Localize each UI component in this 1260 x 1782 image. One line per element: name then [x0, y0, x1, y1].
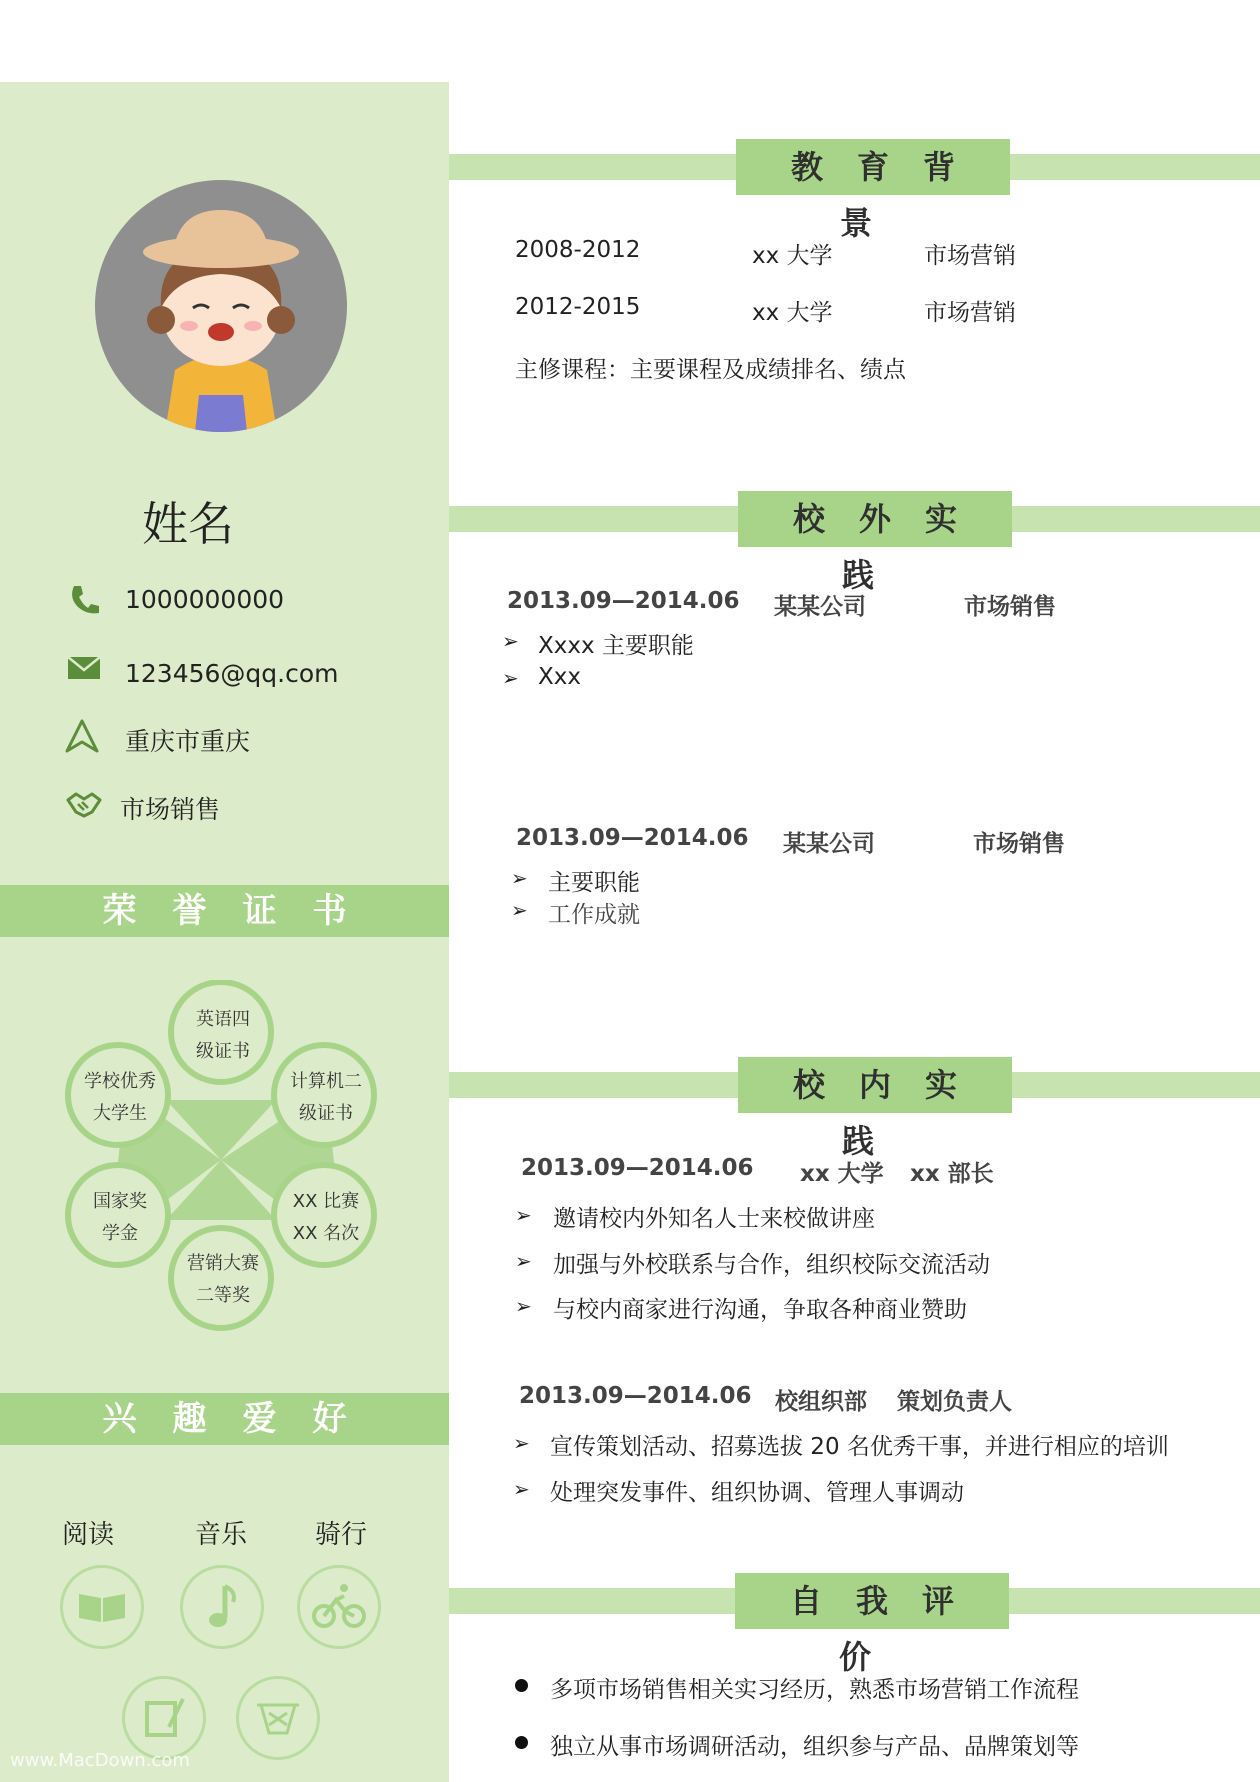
basketball-icon	[236, 1676, 320, 1760]
hobby-label: 阅读	[62, 1520, 115, 1550]
hobby-label: 骑行	[315, 1520, 368, 1550]
job-intention: 市场销售	[120, 795, 221, 824]
dot-bullet-icon	[515, 1736, 528, 1749]
exp-period: 2013.09—2014.06	[516, 825, 749, 851]
handshake-icon	[66, 786, 102, 822]
arrow-bullet-icon: ➢	[502, 629, 519, 653]
exp-role: 市场销售	[973, 831, 1065, 857]
honor-item: 国家奖 学金	[93, 1191, 147, 1244]
hobbies-header	[0, 1393, 449, 1445]
exp-period: 2013.09—2014.06	[519, 1383, 752, 1409]
external-title: 校外实践	[738, 491, 1012, 547]
watermark: www.MacDown.com	[10, 1750, 190, 1771]
edu-major: 市场营销	[924, 243, 1016, 269]
arrow-bullet-icon: ➢	[515, 1249, 532, 1273]
edu-school: xx 大学	[752, 243, 833, 269]
exp-role: 策划负责人	[897, 1389, 1012, 1415]
exp-org: 某某公司	[774, 594, 866, 620]
edu-courses: 主修课程：主要课程及成绩排名、绩点	[515, 357, 906, 383]
honor-item: 营销大赛 二等奖	[187, 1253, 259, 1306]
honor-item: 英语四 级证书	[196, 1009, 250, 1062]
cycling-icon	[297, 1565, 381, 1649]
exp-role: xx 部长	[910, 1161, 994, 1187]
exp-item: 与校内商家进行沟通，争取各种商业赞助	[553, 1297, 967, 1323]
honors-header	[0, 885, 449, 937]
hobby-label: 音乐	[195, 1520, 248, 1550]
self-eval-title: 自我评价	[735, 1573, 1009, 1629]
arrow-bullet-icon: ➢	[513, 1431, 530, 1455]
exp-org: xx 大学	[800, 1161, 884, 1187]
exp-item: Xxxx 主要职能	[538, 633, 694, 659]
honor-item: 计算机二 级证书	[290, 1071, 362, 1124]
exp-org: 某某公司	[783, 831, 875, 857]
avatar	[95, 180, 347, 432]
edu-years: 2012-2015	[515, 294, 641, 320]
exp-item: 邀请校内外知名人士来校做讲座	[553, 1206, 875, 1232]
location-text: 重庆市重庆	[125, 727, 251, 756]
exp-item: 宣传策划活动、招募选拔 20 名优秀干事，并进行相应的培训	[550, 1434, 1169, 1460]
exp-item: 工作成就	[548, 902, 640, 928]
edu-major: 市场营销	[924, 300, 1016, 326]
honors-title: 荣誉证书	[102, 891, 383, 931]
exp-role: 市场销售	[964, 594, 1056, 620]
honor-item: 学校优秀 大学生	[84, 1071, 156, 1124]
reading-icon	[60, 1565, 144, 1649]
arrow-bullet-icon: ➢	[515, 1294, 532, 1318]
girl-cartoon-icon	[95, 180, 347, 432]
location-icon	[64, 718, 100, 754]
dot-bullet-icon	[515, 1679, 528, 1692]
exp-period: 2013.09—2014.06	[521, 1155, 754, 1181]
exp-item: 主要职能	[548, 870, 640, 896]
exp-item: 处理突发事件、组织协调、管理人事调动	[550, 1480, 964, 1506]
arrow-bullet-icon: ➢	[502, 666, 519, 690]
arrow-bullet-icon: ➢	[511, 898, 528, 922]
arrow-bullet-icon: ➢	[511, 866, 528, 890]
education-title: 教育背景	[736, 139, 1010, 195]
music-icon	[180, 1565, 264, 1649]
exp-item: 加强与外校联系与合作，组织校际交流活动	[553, 1252, 990, 1278]
mail-icon	[66, 650, 102, 686]
edu-school: xx 大学	[752, 300, 833, 326]
arrow-bullet-icon: ➢	[513, 1477, 530, 1501]
phone-icon	[66, 582, 102, 618]
honor-item: XX 比赛 XX 名次	[292, 1191, 360, 1244]
edu-years: 2008-2012	[515, 237, 641, 263]
internal-title: 校内实践	[738, 1057, 1012, 1113]
hobbies-title: 兴趣爱好	[102, 1399, 383, 1439]
exp-item: Xxx	[538, 664, 581, 690]
exp-period: 2013.09—2014.06	[507, 588, 740, 614]
email-address: 123456@qq.com	[125, 659, 339, 688]
person-name: 姓名	[142, 497, 234, 551]
exp-org: 校组织部	[775, 1389, 867, 1415]
writing-icon	[122, 1676, 206, 1760]
phone-number: 1000000000	[125, 585, 285, 614]
arrow-bullet-icon: ➢	[515, 1203, 532, 1227]
self-eval-item: 独立从事市场调研活动，组织参与产品、品牌策划等	[550, 1734, 1079, 1760]
self-eval-item: 多项市场销售相关实习经历，熟悉市场营销工作流程	[550, 1677, 1079, 1703]
